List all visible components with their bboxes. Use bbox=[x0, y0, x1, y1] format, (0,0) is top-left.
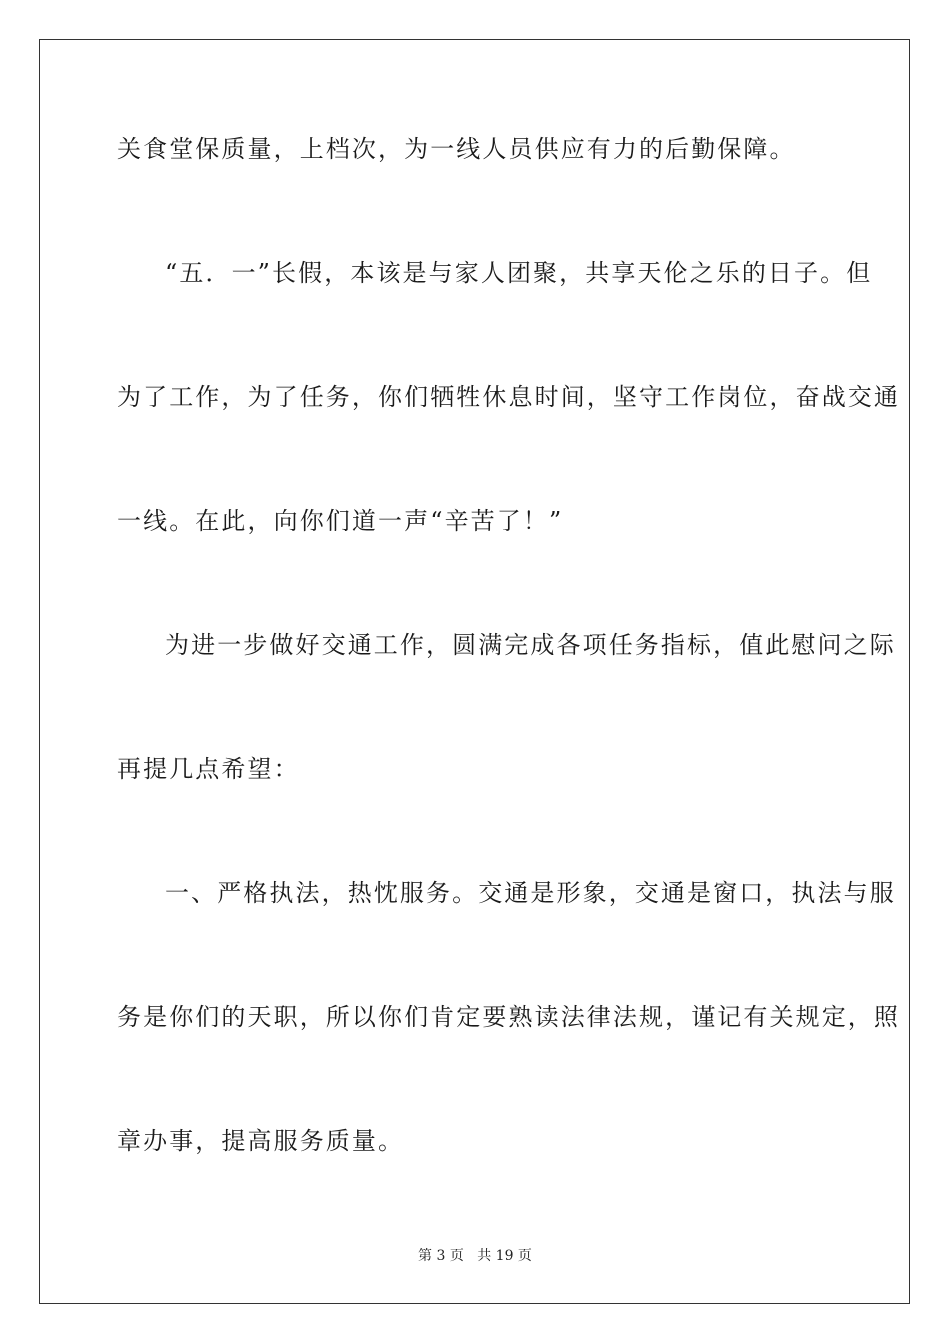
page-frame bbox=[39, 39, 910, 1304]
paragraph-start-line: “五．一”长假，本该是与家人团聚，共享天伦之乐的日子。但 bbox=[165, 259, 873, 287]
page-number: 第 3 页 bbox=[418, 1248, 464, 1264]
text-line: 为了工作，为了任务，你们牺牲休息时间，坚守工作岗位，奋战交通 bbox=[117, 383, 900, 411]
text-line: 再提几点希望： bbox=[117, 755, 300, 783]
text-line: 章办事，提高服务质量。 bbox=[117, 1127, 405, 1155]
paragraph-start-line: 为进一步做好交通工作，圆满完成各项任务指标，值此慰问之际 bbox=[165, 631, 896, 659]
page-footer bbox=[0, 1246, 950, 1266]
paragraph-start-line: 一、严格执法，热忱服务。交通是形象，交通是窗口，执法与服 bbox=[165, 879, 896, 907]
text-line: 一线。在此，向你们道一声“辛苦了！” bbox=[117, 507, 564, 535]
text-line: 关食堂保质量，上档次，为一线人员供应有力的后勤保障。 bbox=[117, 135, 796, 163]
page-total: 共 19 页 bbox=[477, 1248, 532, 1264]
text-line: 务是你们的天职，所以你们肯定要熟读法律法规，谨记有关规定，照 bbox=[117, 1003, 900, 1031]
